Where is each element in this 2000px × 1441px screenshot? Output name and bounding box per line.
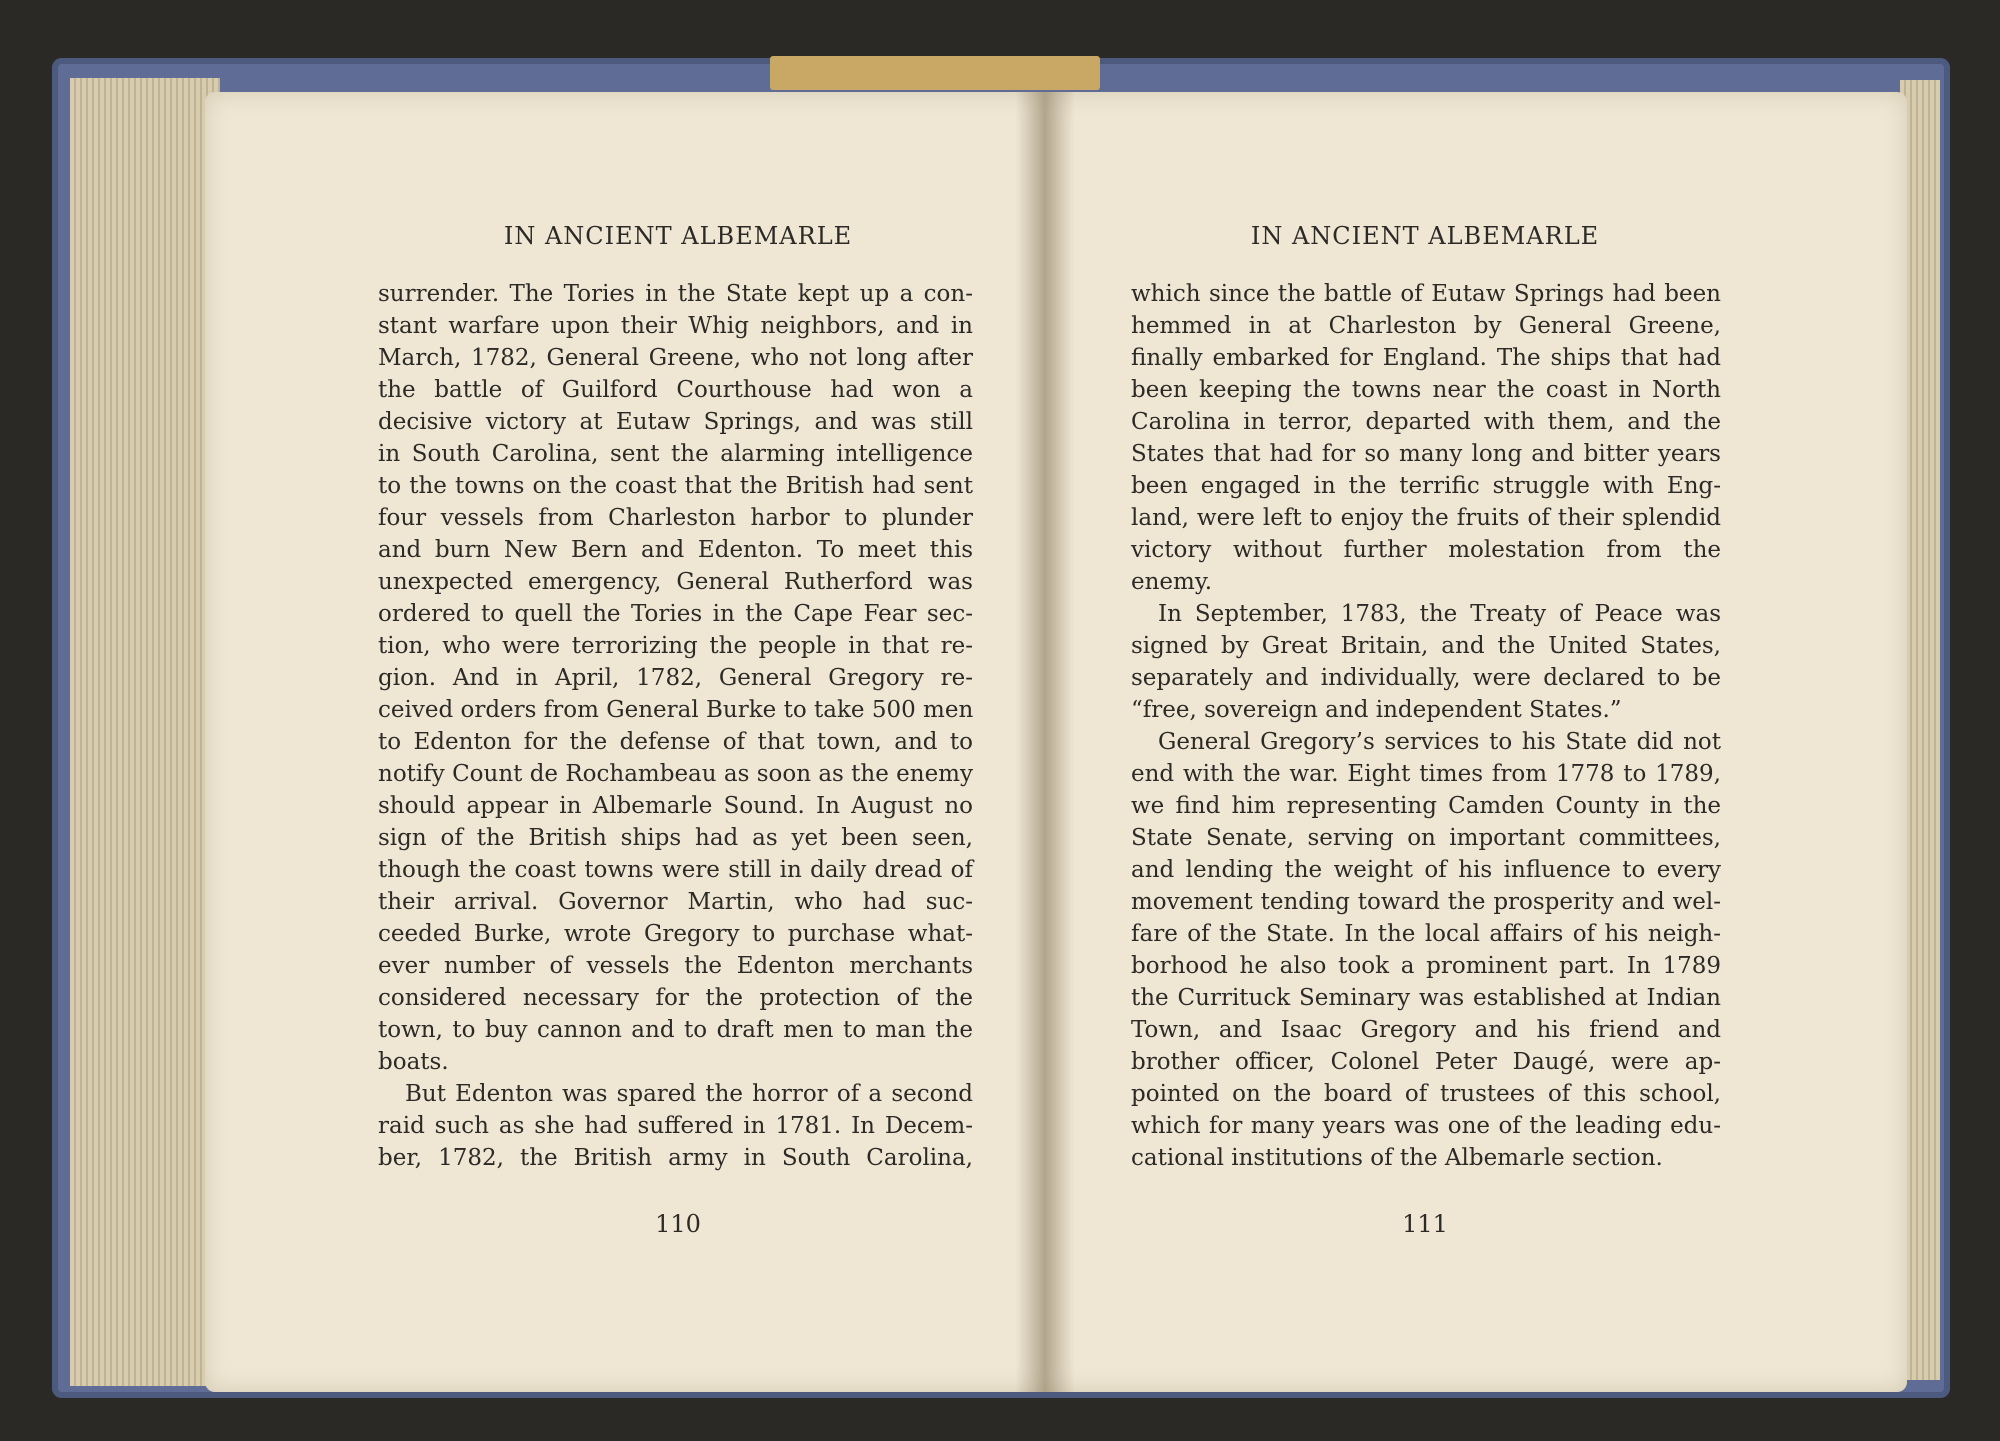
text-line: in South Carolina, sent the alarming intelligence (378, 441, 973, 467)
text-line: gion. And in April, 1782, General Gregory re- (378, 665, 973, 691)
spine-tape (770, 56, 1100, 90)
text-line: and lending the weight of his influence to every (1131, 857, 1721, 883)
page-edges-left (70, 78, 220, 1386)
text-line: surrender. The Tories in the State kept up a con- (378, 281, 973, 307)
left-page-text (378, 278, 973, 1174)
text-line: States that had for so many long and bitter years (1131, 441, 1721, 467)
text-line: notify Count de Rochambeau as soon as the enemy (378, 761, 973, 787)
right-page-text (1131, 278, 1721, 1174)
text-line: tion, who were terrorizing the people in that re- (378, 633, 973, 659)
text-line: finally embarked for England. The ships that had (1131, 345, 1721, 371)
text-line: ordered to quell the Tories in the Cape Fear sec- (378, 601, 973, 627)
text-line: land, were left to enjoy the fruits of their splendid (1131, 505, 1721, 531)
left-page-number: 110 (655, 1210, 701, 1238)
text-line: to the towns on the coast that the British had sent (378, 473, 973, 499)
text-line: the Currituck Seminary was established at Indian (1131, 985, 1721, 1011)
text-line: ceeded Burke, wrote Gregory to purchase what- (378, 921, 973, 947)
text-line: unexpected emergency, General Rutherford was (378, 569, 973, 595)
text-line: considered necessary for the protection of the (378, 985, 973, 1011)
text-line: enemy. (1131, 569, 1213, 595)
text-line: though the coast towns were still in daily dread of (378, 857, 973, 883)
text-line: their arrival. Governor Martin, who had suc- (378, 889, 973, 915)
text-line: decisive victory at Eutaw Springs, and was still (378, 409, 973, 435)
text-line: end with the war. Eight times from 1778 to 1789, (1131, 761, 1721, 787)
text-line: But Edenton was spared the horror of a second (405, 1081, 973, 1107)
text-line: borhood he also took a prominent part. In 1789 (1131, 953, 1721, 979)
text-line: ceived orders from General Burke to take 500 men (378, 697, 974, 723)
text-line: cational institutions of the Albemarle section. (1131, 1145, 1663, 1171)
book-gutter (1015, 92, 1075, 1392)
text-line: State Senate, serving on important committees, (1131, 825, 1721, 851)
text-line: the battle of Guilford Courthouse had won a (378, 377, 973, 403)
left-running-header: IN ANCIENT ALBEMARLE (503, 222, 853, 250)
text-line: March, 1782, General Greene, who not long after (378, 345, 973, 371)
text-line: Town, and Isaac Gregory and his friend and (1131, 1017, 1721, 1043)
right-page-number: 111 (1402, 1210, 1448, 1238)
text-line: which since the battle of Eutaw Springs had been (1131, 281, 1721, 307)
text-line: been engaged in the terrific struggle with Eng- (1131, 473, 1721, 499)
text-line: which for many years was one of the leading edu- (1131, 1113, 1721, 1139)
text-line: In September, 1783, the Treaty of Peace was (1158, 601, 1721, 627)
text-line: Carolina in terror, departed with them, and the (1131, 409, 1721, 435)
text-line: to Edenton for the defense of that town, and to (378, 729, 973, 755)
text-line: victory without further molestation from the (1131, 537, 1721, 563)
text-line: and burn New Bern and Edenton. To meet this (378, 537, 973, 563)
text-line: fare of the State. In the local affairs of his neigh- (1131, 921, 1721, 947)
text-line: movement tending toward the prosperity and wel- (1131, 889, 1721, 915)
text-line: ever number of vessels the Edenton merchants (378, 953, 973, 979)
text-line: separately and individually, were declared to be (1131, 665, 1721, 691)
text-line: should appear in Albemarle Sound. In August no (378, 793, 973, 819)
text-line: boats. (378, 1049, 449, 1075)
text-line: ber, 1782, the British army in South Carolina, (378, 1145, 973, 1171)
text-line: raid such as she had suffered in 1781. In Decem- (378, 1113, 973, 1139)
text-line: “free, sovereign and independent States.” (1131, 697, 1622, 723)
text-line: we find him representing Camden County in the (1131, 793, 1721, 819)
text-line: pointed on the board of trustees of this school, (1131, 1081, 1721, 1107)
text-line: brother officer, Colonel Peter Daugé, were ap- (1131, 1049, 1721, 1075)
right-running-header: IN ANCIENT ALBEMARLE (1250, 222, 1600, 250)
text-line: four vessels from Charleston harbor to plunder (378, 505, 973, 531)
text-line: General Gregory’s services to his State did not (1158, 729, 1721, 755)
text-line: hemmed in at Charleston by General Greene, (1131, 313, 1721, 339)
text-line: stant warfare upon their Whig neighbors, and in (378, 313, 973, 339)
text-line: been keeping the towns near the coast in North (1131, 377, 1721, 403)
text-line: town, to buy cannon and to draft men to man the (378, 1017, 973, 1043)
text-line: sign of the British ships had as yet been seen, (378, 825, 973, 851)
text-line: signed by Great Britain, and the United States, (1131, 633, 1721, 659)
